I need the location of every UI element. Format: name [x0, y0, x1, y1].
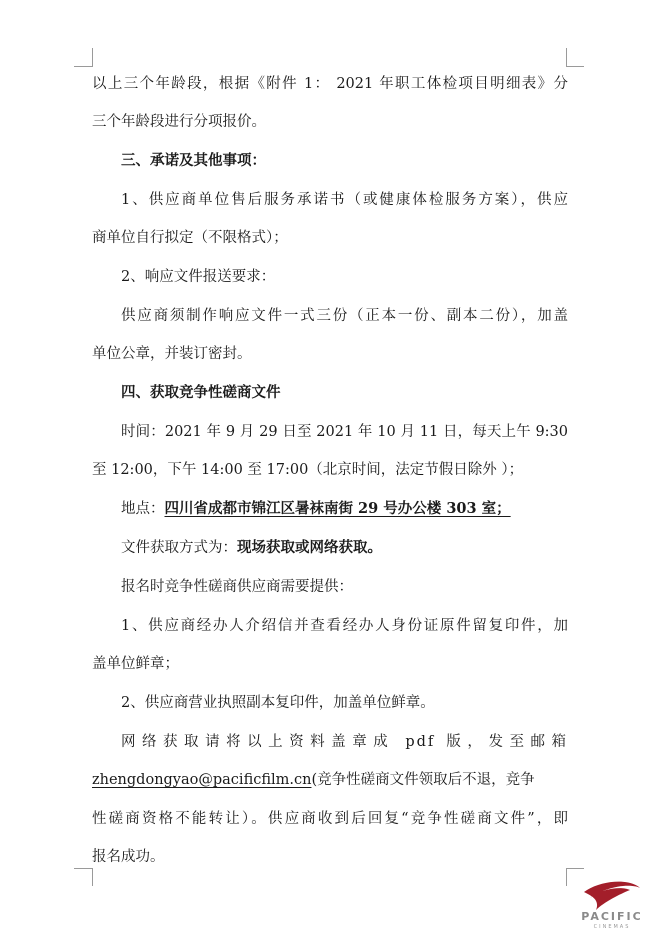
- location-line: [92, 499, 568, 519]
- paragraph-line: 2、供应商营业执照副本复印件，加盖单位鲜章。: [121, 695, 435, 711]
- section-heading-3: 三、承诺及其他事项：: [121, 152, 266, 169]
- crop-mark-top-left-h: [74, 66, 92, 67]
- location-label: 地点：: [121, 501, 165, 517]
- email-link[interactable]: zhengdongyao@pacificfilm.cn: [92, 772, 312, 788]
- location-value: 四川省成都市锦江区暑袜南街 29 号办公楼 303 室；: [164, 500, 511, 517]
- method-line: [92, 538, 568, 558]
- paragraph-line: 1、供应商经办人介绍信并查看经办人身份证原件留复印件，加: [121, 618, 568, 634]
- paragraph-line: 三个年龄段进行分项报价。: [92, 114, 266, 130]
- paragraph-line: 至 12:00，下午 14:00 至 17:00（北京时间，法定节假日除外 ）；: [92, 462, 524, 478]
- paragraph-line: 商单位自行拟定（不限格式）；: [92, 230, 288, 246]
- paragraph-line: 时间：2021 年 9 月 29 日至 2021 年 10 月 11 日，每天上午 9:30: [121, 424, 568, 440]
- logo-subtitle: CINEMAS: [593, 924, 631, 930]
- email-line: [92, 770, 568, 790]
- paragraph-line: 供应商须制作响应文件一式三份（正本一份、副本二份），加盖: [121, 308, 568, 324]
- method-value: 现场获取或网络获取。: [237, 539, 382, 556]
- crop-mark-top-left: [84, 48, 93, 67]
- paragraph-line: 报名时竞争性磋商供应商需要提供：: [121, 579, 353, 595]
- crop-mark-bottom-right-h: [566, 868, 584, 869]
- paragraph-line: 1、供应商单位售后服务承诺书（或健康体检服务方案），供应: [121, 192, 568, 208]
- crop-mark-bottom-left-h: [74, 868, 92, 869]
- method-label: 文件获取方式为：: [121, 540, 237, 556]
- crop-mark-top-right: [566, 48, 575, 66]
- logo-wordmark: PACIFIC: [581, 910, 643, 923]
- logo-swoosh-icon: [570, 876, 654, 912]
- paragraph-line: 网络获取请将以上资料盖章成 pdf 版，发至邮箱: [121, 734, 568, 750]
- paragraph-line: 以上三个年龄段，根据《附件 1： 2021 年职工体检项目明细表》分: [92, 76, 568, 92]
- crop-mark-top-right-h: [566, 66, 584, 67]
- paragraph-line: 盖单位鲜章；: [92, 656, 179, 672]
- paragraph-line: 报名成功。: [92, 849, 165, 865]
- paragraph-line: 性磋商资格不能转让）。供应商收到后回复“竞争性磋商文件”，即: [92, 811, 568, 827]
- section-heading-4: 四、获取竞争性磋商文件: [121, 384, 281, 401]
- pacific-cinemas-logo: [570, 876, 654, 938]
- crop-mark-bottom-left: [84, 868, 93, 886]
- paragraph-line: 单位公章，并装订密封。: [92, 346, 252, 362]
- email-line-rest: (竞争性磋商文件领取后不退，竞争: [311, 772, 535, 788]
- paragraph-line: 2、响应文件报送要求：: [121, 269, 276, 285]
